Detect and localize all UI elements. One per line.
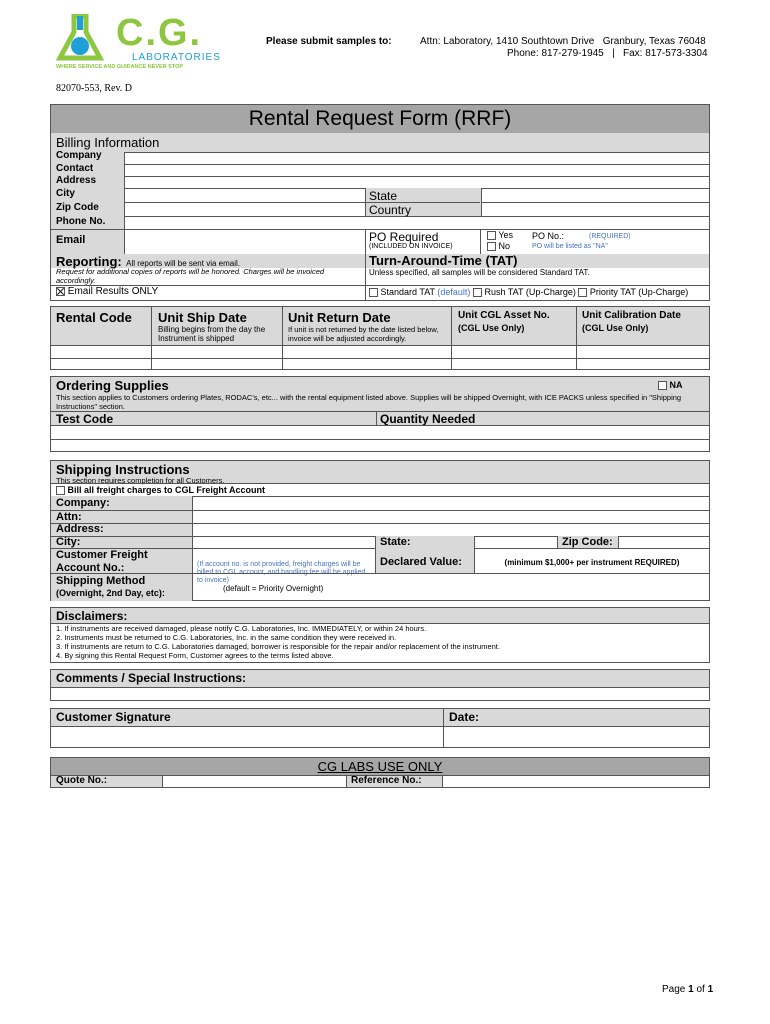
date-field[interactable] (444, 727, 709, 747)
asset-no-note: (CGL Use Only) (458, 323, 525, 333)
signature-heading: Customer Signature (56, 710, 171, 724)
reporting-note-2: Request for additional copies of reports will be honored. Charges will be invoiced accordingly. (56, 267, 325, 285)
po-no-checkbox[interactable] (487, 242, 496, 251)
logo-tagline: WHERE SERVICE AND GUIDANCE NEVER STOP (56, 64, 184, 70)
po-na-note: PO will be listed as "NA" (532, 243, 608, 250)
label-contact: Contact (56, 163, 94, 174)
calibration-note: (CGL Use Only) (582, 323, 649, 333)
disclaimer-item: 2. Instruments must be returned to C.G. Laboratories, Inc. in the same condition they were received in. (56, 633, 397, 642)
address-field[interactable] (125, 177, 709, 188)
freight-account-label: Customer Freight Account No.: (56, 549, 148, 574)
rush-tat-checkbox[interactable] (473, 288, 482, 297)
signature-section (50, 708, 710, 748)
ship-attn-field[interactable] (193, 511, 709, 523)
po-no-label: No (498, 241, 511, 251)
rush-tat-label: Rush TAT (Up-Charge) (484, 287, 576, 297)
label-city: City (56, 188, 75, 199)
ship-city-field[interactable] (193, 537, 375, 548)
bill-freight-label: Bill all freight charges to CGL Freight Account (67, 485, 266, 495)
ship-address-label: Address: (56, 523, 104, 535)
label-company: Company (56, 150, 102, 161)
po-required-note: (REQUIRED) (589, 233, 631, 240)
ship-attn-label: Attn: (56, 511, 82, 523)
lab-phone: Phone: 817-279-1945 | Fax: 817-573-3304 (507, 48, 708, 59)
return-date-header: Unit Return Date (288, 310, 391, 325)
document-number: 82070-553, Rev. D (56, 83, 133, 94)
return-date-note: If unit is not returned by the date listed below, invoice will be adjusted accordingly. (288, 325, 439, 343)
standard-tat-label: Standard TAT (380, 287, 435, 297)
country-field[interactable] (481, 203, 709, 216)
shipping-method-field[interactable]: (default = Priority Overnight) (223, 584, 324, 593)
po-invoice-note: (INCLUDED ON INVOICE) (369, 243, 453, 250)
billing-heading-bar (51, 133, 709, 153)
priority-tat-checkbox[interactable] (578, 288, 587, 297)
label-email: Email (56, 234, 86, 246)
disclaimers-heading: Disclaimers: (56, 609, 128, 623)
logo-subtitle: LABORATORIES (132, 52, 221, 63)
rental-code-header: Rental Code (56, 310, 132, 325)
billing-section (50, 104, 710, 301)
standard-tat-checkbox[interactable] (369, 288, 378, 297)
reference-no-label: Reference No.: (351, 775, 422, 786)
supplies-heading: Ordering Supplies (56, 378, 169, 393)
contact-field[interactable] (125, 165, 709, 176)
state-field[interactable] (481, 189, 709, 202)
email-results-checkbox[interactable] (56, 287, 65, 296)
tat-note: Unless specified, all samples will be considered Standard TAT. (369, 268, 590, 277)
quote-no-field[interactable] (163, 776, 346, 787)
ship-address-field[interactable] (193, 524, 709, 536)
comments-field[interactable] (51, 688, 709, 700)
comments-section (50, 669, 710, 701)
company-logo (56, 12, 221, 74)
phone-field[interactable] (125, 217, 709, 229)
logo-wordmark: C.G. (116, 12, 203, 54)
declared-value-note[interactable]: (minimum $1,000+ per instrument REQUIRED) (504, 558, 680, 567)
date-heading: Date: (449, 710, 480, 724)
supplies-na-label: NA (669, 380, 683, 390)
ship-zip-field[interactable] (618, 537, 709, 548)
submit-label: Please submit samples to: (266, 36, 392, 47)
po-number-label: PO No.: (532, 231, 565, 241)
ship-zip-label: Zip Code: (562, 536, 613, 548)
label-zip: Zip Code (56, 202, 99, 213)
label-state: State (369, 189, 398, 203)
signature-field[interactable] (51, 727, 442, 747)
zip-field[interactable] (125, 203, 365, 216)
disclaimers-section (50, 607, 710, 663)
billing-heading: Billing Information (56, 135, 160, 150)
calibration-header: Unit Calibration Date (582, 310, 681, 321)
reference-no-field[interactable] (442, 776, 709, 787)
email-results-label: Email Results ONLY (67, 286, 159, 297)
asset-no-header: Unit CGL Asset No. (458, 310, 550, 321)
ship-date-note: Billing begins from the day the Instrument is shipped (158, 325, 266, 343)
shipping-section (50, 460, 710, 601)
standard-tat-default: (default) (437, 287, 471, 297)
supplies-section (50, 376, 710, 452)
supplies-note: This section applies to Customers ordering Plates, RODAC's, etc... with the rental equipment listed above. Supplies will be shipped Overnight, with ICE PACKS unless specified in "Shipping Instructions" section. (56, 393, 682, 411)
label-phone: Phone No. (56, 216, 106, 227)
label-address: Address (56, 175, 97, 186)
po-required-label: PO Required (369, 230, 439, 244)
bill-freight-checkbox[interactable] (56, 486, 65, 495)
comments-heading: Comments / Special Instructions: (56, 671, 247, 685)
ship-company-field[interactable] (193, 497, 709, 510)
city-field[interactable] (125, 189, 365, 202)
reporting-heading: Reporting: All reports will be sent via email. (56, 254, 240, 269)
flask-icon (56, 14, 116, 66)
po-yes-checkbox[interactable] (487, 231, 496, 240)
ship-state-label: State: (380, 536, 411, 548)
cgl-use-only-heading: CG LABS USE ONLY (317, 759, 443, 774)
form-title-bar (51, 105, 709, 134)
page-number: Page 1 of 1 (662, 984, 714, 995)
shipping-note: This section requires completion for all Customers. (56, 476, 225, 485)
freight-account-note: (If account no. is not provided, freight charges will be billed to CGL account, and handling fee will be applied to invoice) (197, 561, 366, 584)
ship-state-field[interactable] (474, 537, 557, 548)
label-country: Country (369, 203, 412, 217)
quote-no-label: Quote No.: (56, 775, 108, 786)
email-field[interactable] (125, 230, 365, 254)
rental-table (50, 306, 710, 370)
lab-address: Attn: Laboratory, 1410 Southtown Drive Granbury, Texas 76048 (420, 36, 706, 47)
form-title: Rental Request Form (RRF) (248, 107, 512, 130)
shipping-heading: Shipping Instructions (56, 462, 190, 477)
reporting-note: All reports will be sent via email. (126, 259, 240, 268)
shipping-method-label: Shipping Method (56, 575, 146, 587)
ship-date-header: Unit Ship Date (158, 310, 247, 325)
tat-heading: Turn-Around-Time (TAT) (369, 253, 518, 268)
company-field[interactable] (125, 153, 709, 164)
disclaimer-item: 3. If instruments are return to C.G. Laboratories damaged, borrower is responsible for the repair and/or replacement of the instrument. (56, 642, 500, 651)
supplies-na-checkbox[interactable] (658, 381, 667, 390)
declared-value-label: Declared Value: (380, 556, 462, 568)
ship-city-label: City: (56, 536, 81, 548)
quantity-header: Quantity Needed (380, 412, 476, 426)
disclaimer-item: 1. If instruments are received damaged, please notify C.G. Laboratories, Inc. IMMEDIATELY, or within 24 hours. (56, 624, 427, 633)
disclaimer-item: 4. By signing this Rental Request Form, Customer agrees to the terms listed above. (56, 651, 334, 660)
po-yes-label: Yes (498, 230, 514, 240)
ship-company-label: Company: (56, 497, 110, 509)
priority-tat-label: Priority TAT (Up-Charge) (589, 287, 689, 297)
cgl-use-only-section (50, 757, 710, 788)
test-code-header: Test Code (56, 412, 114, 426)
shipping-method-sub: (Overnight, 2nd Day, etc): (56, 588, 165, 598)
